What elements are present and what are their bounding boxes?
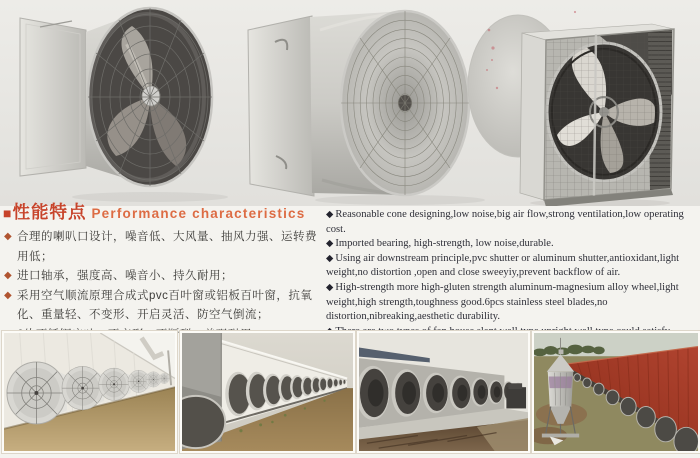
product-photos-illustration [0, 0, 700, 206]
gallery-photo-red-roof-farm [532, 331, 700, 453]
feature-item [326, 208, 700, 237]
diamond-bullet-icon: ◆ [326, 252, 334, 264]
section-title-en: Performance characteristics [91, 206, 306, 221]
gallery-photo-4-illustration [534, 333, 698, 451]
feature-text: 采用空气顺流原理合成式pvc百叶窗或铝板百叶窗，抗氧化、重量轻、不变形、开启灵活、防空气倒流； [17, 289, 313, 321]
cone-fan-three-quarter-illustration [20, 8, 212, 186]
performance-section [0, 198, 700, 331]
red-square-icon: ■ [3, 205, 12, 221]
gallery-photo-1-illustration [4, 333, 175, 451]
feature-text: Imported bearing, high-strength, low noise,durable. [335, 238, 554, 250]
gallery-photo-2-illustration [182, 333, 353, 451]
feature-text: High-strength more high-gluten strength aluminum-magnesium alloy wheel,light weight,high strength,toughness good.6pcs stainless steel blades,no distortion,nibreaking,aesthetic durability. [326, 281, 679, 323]
feature-text: 合理的喇叭口设计，噪音低、大风量、抽风力强、运转费用低； [17, 231, 317, 263]
gallery-photo-fan-wall [180, 331, 355, 453]
diamond-bullet-icon: ◆ [326, 209, 334, 220]
diamond-bullet-icon: ◆ [326, 238, 334, 250]
feature-item [326, 252, 700, 281]
diamond-bullet-icon: ◆ [326, 281, 334, 293]
diamond-bullet-icon: ◆ [4, 231, 13, 242]
product-photos-strip [0, 0, 700, 206]
feature-item [4, 267, 318, 287]
feature-item [4, 228, 318, 267]
feature-item [326, 237, 700, 252]
diamond-bullet-icon: ◆ [4, 270, 13, 281]
gallery-photo-3-illustration [359, 333, 528, 451]
feature-item [326, 281, 700, 325]
feature-text: Using air downstream principle,pvc shutter or aluminum shutter,antioxidant,light weight,no distortion ,open and close sweeyiy,prevent backflow of air. [326, 252, 680, 279]
cone-fan-front-illustration [248, 11, 469, 196]
feature-item [4, 287, 318, 326]
section-title-zh: 性能特点 [12, 202, 87, 222]
diamond-bullet-icon: ◆ [4, 289, 13, 301]
gallery-photo-cone-fans-row [2, 331, 177, 453]
feature-text: 进口轴承，强度高、噪音小、持久耐用； [17, 270, 233, 282]
features-list-chinese [4, 228, 318, 345]
section-heading [3, 199, 305, 224]
feature-text: Reasonable cone designing,low noise,big air flow,strong ventilation,low operating cost. [326, 209, 684, 235]
gallery-photo-large-cones [357, 331, 530, 453]
